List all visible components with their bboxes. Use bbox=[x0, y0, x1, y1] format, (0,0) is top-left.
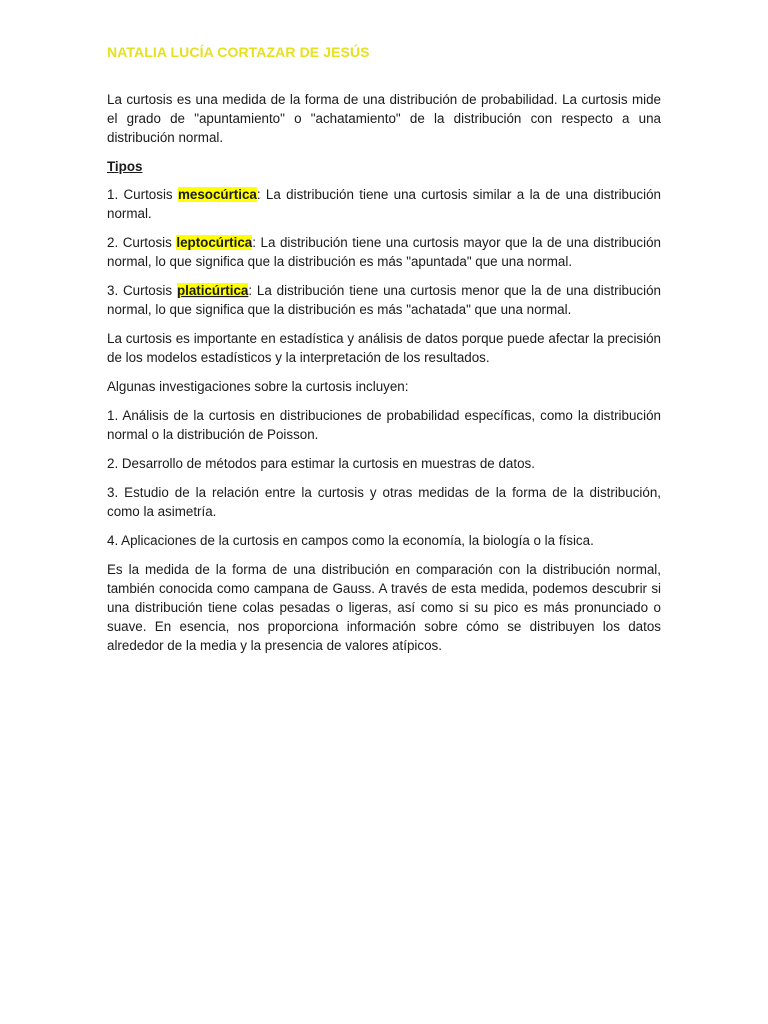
highlighted-term-leptocurtica: leptocúrtica bbox=[176, 235, 253, 250]
research-item: 3. Estudio de la relación entre la curtosis y otras medidas de la forma de la distribución, como la asimetría. bbox=[107, 485, 661, 519]
type-item-platicurtica bbox=[107, 281, 661, 319]
type-prefix: 3. Curtosis bbox=[107, 283, 177, 298]
type-description: : La distribución tiene una curtosis similar a la de una distribución normal. bbox=[107, 187, 661, 221]
research-item: 2. Desarrollo de métodos para estimar la curtosis en muestras de datos. bbox=[107, 456, 535, 471]
importance-paragraph: La curtosis es importante en estadística y análisis de datos porque puede afectar la precisión de los modelos estadísticos y la interpretación de los resultados. bbox=[107, 331, 661, 365]
highlighted-term-mesocurtica: mesocúrtica bbox=[177, 187, 257, 202]
research-item: 4. Aplicaciones de la curtosis en campos como la economía, la biología o la física. bbox=[107, 533, 594, 548]
highlighted-term-platicurtica: platicúrtica bbox=[176, 283, 249, 298]
type-item-leptocurtica bbox=[107, 233, 661, 271]
research-item: 1. Análisis de la curtosis en distribuciones de probabilidad específicas, como la distribución normal o la distribución de Poisson. bbox=[107, 408, 661, 442]
intro-paragraph: La curtosis es una medida de la forma de una distribución de probabilidad. La curtosis mide el grado de "apuntamiento" o "achatamiento" de la distribución con respecto a una distribución normal. bbox=[107, 92, 661, 145]
document-page bbox=[107, 44, 661, 665]
conclusion-paragraph: Es la medida de la forma de una distribución en comparación con la distribución normal, también conocida como campana de Gauss. A través de esta medida, podemos descubrir si una distribución tiene colas pesadas o ligeras, así como si su pico es más pronunciado o suave. En esencia, nos proporciona información sobre cómo se distribuyen los datos alrededor de la media y la presencia de valores atípicos. bbox=[107, 562, 661, 653]
type-description: : La distribución tiene una curtosis mayor que la de una distribución normal, lo que significa que la distribución es más "apuntada" que una normal. bbox=[107, 235, 662, 269]
type-item-mesocurtica bbox=[107, 185, 661, 223]
research-intro: Algunas investigaciones sobre la curtosis incluyen: bbox=[107, 379, 409, 394]
type-prefix: 2. Curtosis bbox=[107, 235, 177, 250]
type-prefix: 1. Curtosis bbox=[107, 187, 178, 202]
author-name: NATALIA LUCÍA CORTAZAR DE JESÚS bbox=[107, 44, 370, 60]
types-heading: Tipos bbox=[107, 159, 143, 174]
type-description: : La distribución tiene una curtosis menor que la de una distribución normal, lo que significa que la distribución es más "achatada" que una normal. bbox=[107, 283, 661, 317]
